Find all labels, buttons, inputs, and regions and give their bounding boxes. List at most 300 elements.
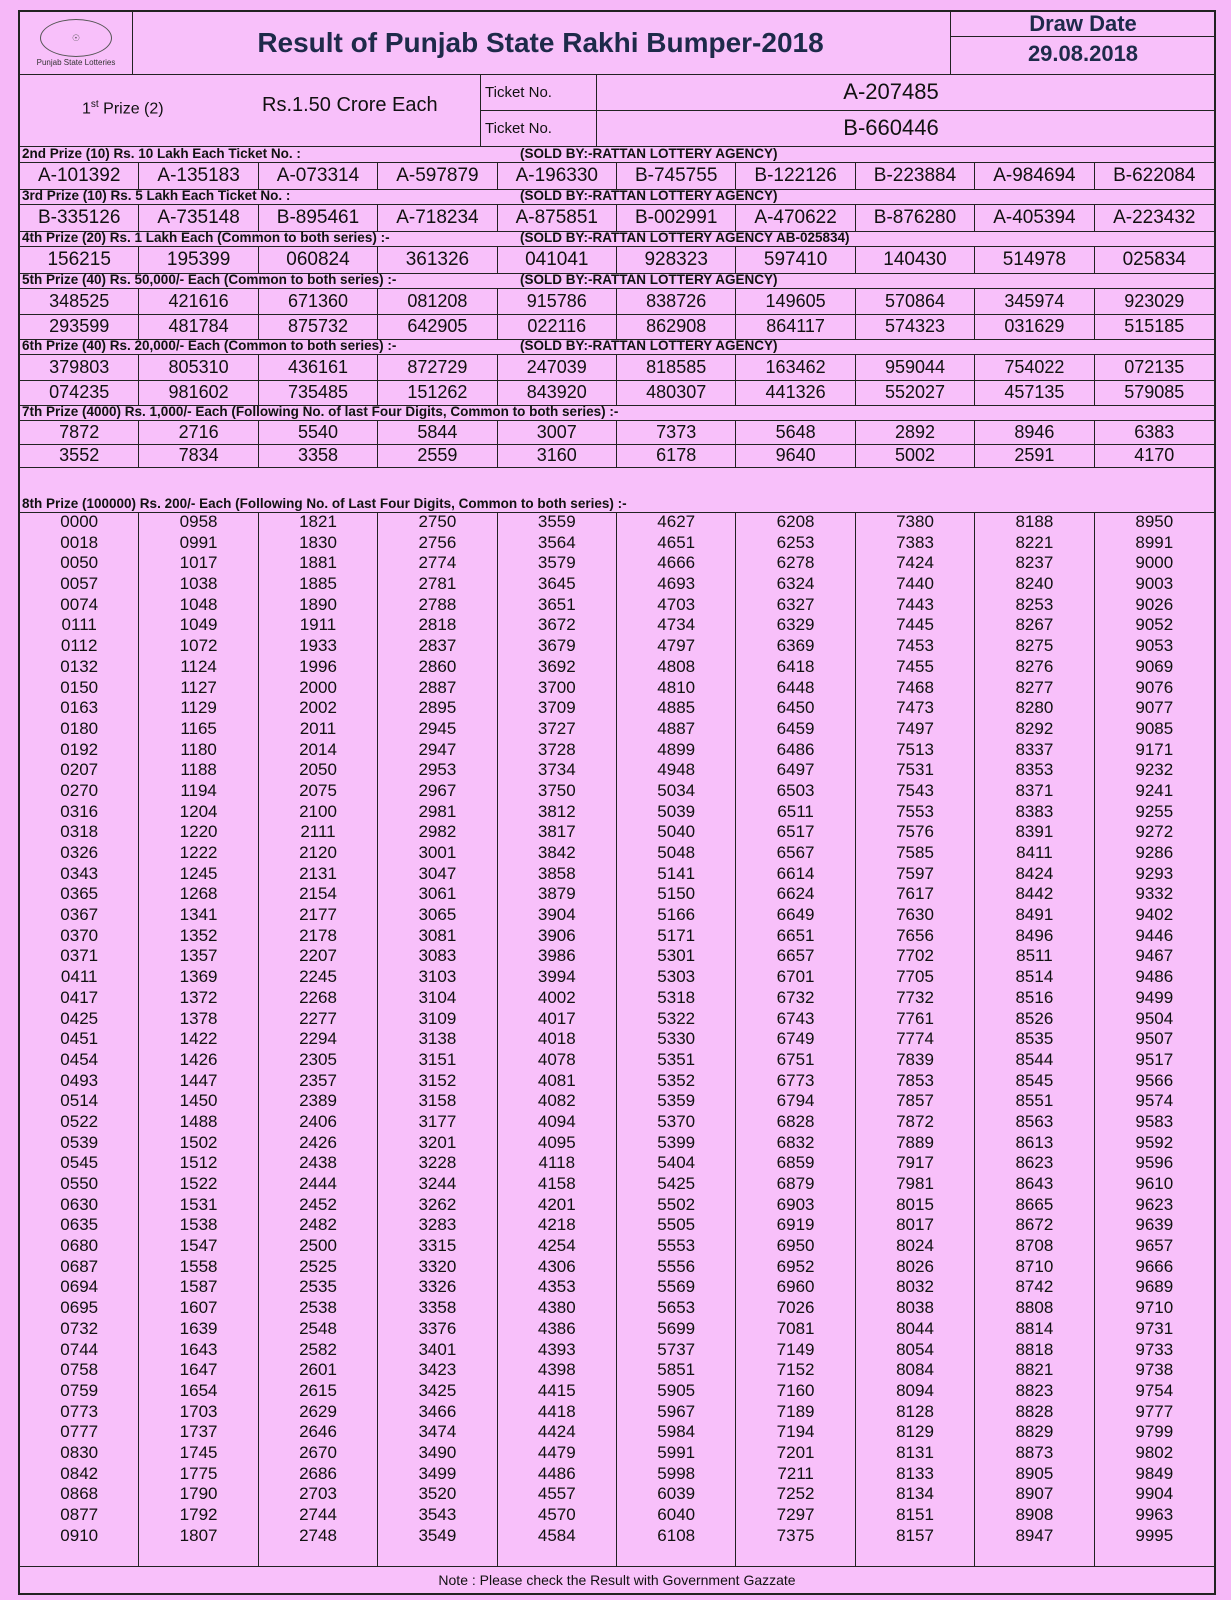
winning-number: A-597879 (378, 163, 497, 189)
winning-number: 1038 (179, 574, 218, 594)
winning-number: 4254 (537, 1236, 576, 1256)
winning-number: 8514 (1015, 967, 1054, 987)
winning-number: 3158 (418, 1091, 457, 1111)
winning-number: 2670 (299, 1442, 337, 1462)
winning-number: 2178 (299, 925, 337, 945)
winning-number: 0910 (60, 1525, 99, 1545)
winning-number: 3645 (537, 574, 576, 594)
winning-number: 6701 (776, 967, 815, 987)
winning-number: 3709 (537, 698, 576, 718)
winning-number: 3552 (20, 444, 139, 467)
winning-number: 5844 (378, 421, 497, 444)
winning-number: 9052 (1135, 615, 1174, 635)
winning-number: 6448 (776, 677, 815, 697)
winning-number: 1222 (179, 843, 218, 862)
eighth-prize-column (975, 512, 1094, 1566)
winning-number: 0111 (61, 615, 97, 635)
winning-number: 6327 (776, 594, 815, 614)
winning-number: 457135 (975, 380, 1094, 405)
winning-number: 7702 (896, 946, 934, 966)
winning-number: 9069 (1135, 656, 1174, 676)
winning-number: 6859 (776, 1153, 815, 1173)
winning-number: 0522 (60, 1111, 99, 1131)
winning-number: 7453 (896, 636, 934, 656)
winning-number: 5039 (657, 801, 696, 821)
winning-number: 7445 (896, 615, 934, 635)
winning-number: 1821 (299, 512, 337, 531)
winning-number: 4017 (537, 1008, 576, 1028)
winning-number: 4418 (537, 1401, 576, 1421)
winning-number: 514978 (975, 247, 1094, 273)
winning-number: 2559 (378, 444, 497, 467)
winning-number: 6324 (776, 574, 815, 594)
seventh-prize-header (20, 404, 1214, 421)
winning-number: 3728 (537, 739, 576, 759)
winning-number: 7513 (896, 739, 934, 759)
winning-number: 8383 (1015, 801, 1054, 821)
winning-number: 2703 (299, 1484, 337, 1504)
winning-number: 3858 (537, 863, 576, 883)
winning-number: 9507 (1135, 1029, 1174, 1049)
winning-number: 9085 (1135, 718, 1174, 738)
winning-number: 2154 (299, 884, 337, 904)
winning-number: 1807 (179, 1525, 218, 1545)
winning-number: 8823 (1015, 1380, 1054, 1400)
winning-number: 4424 (537, 1422, 576, 1442)
winning-number: 2294 (299, 1029, 337, 1049)
winning-number: 3994 (537, 967, 576, 987)
winning-number: 4808 (657, 656, 696, 676)
winning-number: 5141 (657, 863, 696, 883)
fifth-prize-row (20, 289, 1214, 315)
winning-number: 2538 (299, 1298, 337, 1318)
winning-number: 1369 (179, 967, 218, 987)
winning-number: 2426 (299, 1132, 337, 1152)
winning-number: 9241 (1135, 780, 1174, 800)
winning-number: 2818 (418, 615, 457, 635)
winning-number: 8292 (1015, 718, 1054, 738)
winning-number: 597410 (736, 247, 855, 273)
winning-number: 3466 (418, 1401, 457, 1421)
winning-number: 2131 (299, 863, 337, 883)
winning-number: 9849 (1135, 1463, 1174, 1483)
winning-number: 1639 (179, 1318, 218, 1338)
winning-number: 7774 (896, 1029, 934, 1049)
winning-number: A-470622 (736, 205, 855, 231)
winning-number: 7152 (776, 1360, 815, 1380)
seventh-prize-label: 7th Prize (4000) Rs. 1,000/- Each (Following No. of last Four Digits, Common to both series) :- (22, 404, 619, 419)
winning-number: 5998 (657, 1463, 696, 1483)
winning-number: 6497 (776, 760, 815, 780)
winning-number: B-335126 (20, 205, 139, 231)
winning-number: 8275 (1015, 636, 1054, 656)
winning-number: 0493 (60, 1070, 99, 1090)
winning-number: 5301 (657, 946, 696, 966)
winning-number: 4584 (537, 1525, 576, 1545)
winning-number: 3138 (418, 1029, 457, 1049)
winning-number: 6614 (776, 863, 815, 883)
winning-number: 9486 (1135, 967, 1174, 987)
first-prize-ticket: A-207485 (843, 79, 939, 104)
winning-number: 9995 (1135, 1525, 1174, 1545)
winning-number: 1204 (179, 801, 218, 821)
winning-number: 6919 (776, 1215, 815, 1235)
winning-number: 9731 (1135, 1318, 1174, 1338)
winning-number: 7252 (776, 1484, 815, 1504)
winning-number: 9802 (1135, 1442, 1174, 1462)
winning-number: 4398 (537, 1360, 576, 1380)
winning-number: 2548 (299, 1318, 337, 1338)
winning-number: 1129 (180, 698, 217, 718)
winning-number: 2748 (299, 1525, 337, 1545)
winning-number: 9286 (1135, 843, 1174, 862)
winning-number: 7149 (776, 1339, 815, 1359)
winning-number: 9799 (1135, 1422, 1174, 1442)
winning-number: 0132 (60, 656, 99, 676)
winning-number: 2120 (299, 843, 337, 862)
winning-number: 2277 (299, 1008, 337, 1028)
winning-number: 5737 (657, 1339, 696, 1359)
winning-number: 4380 (537, 1298, 576, 1318)
winning-number: 3358 (259, 444, 378, 467)
winning-number: 1790 (179, 1484, 218, 1504)
winning-number: 5002 (856, 444, 975, 467)
winning-number: 843920 (498, 380, 617, 405)
winning-number: 2389 (299, 1091, 337, 1111)
winning-number: 7440 (896, 574, 934, 594)
winning-number: 7917 (896, 1153, 934, 1173)
winning-number: 1547 (179, 1236, 218, 1256)
winning-number: 1890 (299, 594, 337, 614)
winning-number: 735485 (259, 380, 378, 405)
winning-number: 8032 (896, 1277, 934, 1297)
winning-number: 5404 (657, 1153, 696, 1173)
winning-number: 0868 (60, 1484, 99, 1504)
winning-number: 0371 (60, 946, 99, 966)
winning-number: 6751 (776, 1049, 815, 1069)
winning-number: 6732 (776, 987, 815, 1007)
winning-number: 1049 (179, 615, 218, 635)
winning-number: 9733 (1135, 1339, 1174, 1359)
winning-number: 6794 (776, 1091, 815, 1111)
ticket-no-label: Ticket No. (481, 110, 597, 146)
winning-number: 5553 (657, 1236, 696, 1256)
winning-number: 6773 (776, 1070, 815, 1090)
winning-number: 7375 (776, 1525, 815, 1545)
winning-number: 872729 (378, 355, 497, 380)
winning-number: 862908 (617, 314, 736, 339)
winning-number: 4557 (537, 1484, 576, 1504)
winning-number: 4651 (657, 532, 696, 552)
winning-number: B-895461 (259, 205, 378, 231)
winning-number: 2075 (299, 780, 337, 800)
draw-date-label: Draw Date (951, 12, 1215, 37)
winning-number: 3103 (418, 967, 457, 987)
winning-number: 379803 (20, 355, 139, 380)
fourth-prize-header (20, 230, 1214, 247)
winning-number: 6503 (776, 780, 815, 800)
winning-number: 2050 (299, 760, 337, 780)
winning-number: 4948 (657, 760, 696, 780)
winning-number: 0163 (60, 698, 99, 718)
winning-number: 8991 (1135, 532, 1174, 552)
winning-number: 6486 (776, 739, 815, 759)
winning-number: 2268 (299, 987, 337, 1007)
eighth-prize-column (498, 512, 617, 1566)
winning-number: 9171 (1135, 739, 1174, 759)
winning-number: 9517 (1135, 1049, 1174, 1069)
winning-number: 7543 (896, 780, 934, 800)
winning-number: 3104 (418, 987, 457, 1007)
winning-number: 6567 (776, 843, 815, 862)
winning-number: 8672 (1015, 1215, 1054, 1235)
winning-number: 8267 (1015, 615, 1054, 635)
winning-number: 8496 (1015, 925, 1054, 945)
winning-number: 8129 (896, 1422, 934, 1442)
winning-number: 9255 (1135, 801, 1174, 821)
third-prize-label: 3rd Prize (10) Rs. 5 Lakh Each Ticket No. : (22, 188, 291, 203)
winning-number: 2444 (299, 1174, 337, 1193)
winning-number: 959044 (856, 355, 975, 380)
winning-number: 5556 (657, 1256, 696, 1276)
winning-number: 9402 (1135, 905, 1174, 925)
winning-number: 3152 (418, 1070, 457, 1090)
draw-date-box (950, 12, 1215, 74)
winning-number: 4703 (657, 594, 696, 614)
winning-number: 2646 (299, 1422, 337, 1442)
winning-number: 9332 (1135, 884, 1174, 904)
winning-number: 5322 (657, 1008, 696, 1028)
winning-number: 6450 (776, 698, 815, 718)
winning-number: 9738 (1135, 1360, 1174, 1380)
winning-number: 2774 (418, 553, 457, 573)
winning-number: 4386 (537, 1318, 576, 1338)
winning-number: 3007 (498, 421, 617, 444)
winning-number: 805310 (139, 355, 258, 380)
winning-number: 3244 (418, 1174, 457, 1193)
winning-number: 7705 (896, 967, 934, 987)
winning-number: 031629 (975, 314, 1094, 339)
winning-number: 4118 (538, 1153, 576, 1173)
winning-number: 1372 (179, 987, 218, 1007)
winning-number: 8905 (1015, 1463, 1054, 1483)
winning-number: 4885 (657, 698, 696, 718)
winning-number: 1378 (179, 1008, 218, 1028)
winning-number: 2686 (299, 1463, 337, 1483)
fifth-sold-by: (SOLD BY:-RATTAN LOTTERY AGENCY) (520, 272, 778, 287)
winning-number: 8371 (1015, 780, 1054, 800)
winning-number: 2111 (300, 822, 336, 842)
winning-number: 2500 (299, 1236, 337, 1256)
winning-number: 7981 (896, 1174, 934, 1193)
winning-number: 928323 (617, 247, 736, 273)
winning-number: 8710 (1015, 1256, 1054, 1276)
second-sold-by: (SOLD BY:-RATTAN LOTTERY AGENCY) (520, 146, 778, 161)
winning-number: 7380 (896, 512, 934, 531)
winning-number: 5967 (657, 1401, 696, 1421)
winning-number: 1512 (179, 1153, 218, 1173)
winning-number: 0367 (60, 905, 99, 925)
winning-number: 6459 (776, 718, 815, 738)
winning-number: 7732 (896, 987, 934, 1007)
winning-number: 1933 (299, 636, 337, 656)
winning-number: 6253 (776, 532, 815, 552)
winning-number: 0365 (60, 884, 99, 904)
winning-number: 8544 (1015, 1049, 1054, 1069)
winning-number: 3160 (498, 444, 617, 467)
winning-number: 0777 (60, 1422, 99, 1442)
winning-number: 3564 (537, 532, 576, 552)
winning-number: 3083 (418, 946, 457, 966)
winning-number: 5330 (657, 1029, 696, 1049)
ticket-no-label: Ticket No. (481, 74, 597, 110)
winning-number: 3376 (418, 1318, 457, 1338)
winning-number: 8946 (975, 421, 1094, 444)
winning-number: 1737 (179, 1422, 218, 1442)
winning-number: 4201 (537, 1194, 576, 1214)
winning-number: 7194 (776, 1422, 815, 1442)
second-prize-label: 2nd Prize (10) Rs. 10 Lakh Each Ticket No. : (22, 146, 301, 161)
winning-number: 0150 (60, 677, 99, 697)
winning-number: 838726 (617, 289, 736, 314)
winning-number: 4666 (657, 553, 696, 573)
winning-number: 3727 (537, 718, 576, 738)
winning-number: 0316 (60, 801, 99, 821)
draw-date-value: 29.08.2018 (1027, 41, 1139, 66)
winning-number: 4018 (537, 1029, 576, 1049)
winning-number: 2207 (299, 946, 337, 966)
winning-number: 6108 (657, 1525, 696, 1545)
winning-number: 2011 (299, 718, 337, 738)
winning-number: 2892 (856, 421, 975, 444)
winning-number: 2406 (299, 1111, 337, 1131)
winning-number: B-122126 (736, 163, 855, 189)
winning-number: 3326 (418, 1277, 457, 1297)
winning-number: 4095 (537, 1132, 576, 1152)
winning-number: 5699 (657, 1318, 696, 1338)
winning-number: 1522 (179, 1174, 218, 1193)
winning-number: 7853 (896, 1070, 934, 1090)
winning-number: 7081 (776, 1318, 815, 1338)
winning-number: 0687 (60, 1256, 99, 1276)
winning-number: 9596 (1135, 1153, 1174, 1173)
second-prize-header (20, 146, 1214, 163)
winning-number: 1245 (179, 863, 218, 883)
winning-number: 163462 (736, 355, 855, 380)
winning-number: 5540 (259, 421, 378, 444)
winning-number: 2887 (418, 677, 457, 697)
winning-number: 9657 (1135, 1236, 1174, 1256)
winning-number: 6960 (776, 1277, 815, 1297)
winning-number: 6624 (776, 884, 815, 904)
winning-number: 7597 (896, 863, 934, 883)
winning-number: 441326 (736, 380, 855, 405)
winning-number: 0000 (60, 512, 99, 531)
winning-number: 4353 (537, 1277, 576, 1297)
winning-number: 552027 (856, 380, 975, 405)
winning-number: 9053 (1135, 636, 1174, 656)
winning-number: 7630 (896, 905, 934, 925)
winning-number: 8253 (1015, 594, 1054, 614)
winning-number: 361326 (378, 247, 497, 273)
winning-number: 1165 (180, 718, 217, 738)
winning-number: 9640 (736, 444, 855, 467)
winning-number: 6039 (657, 1484, 696, 1504)
fifth-prize-header (20, 272, 1214, 289)
winning-number: 0695 (60, 1298, 99, 1318)
winning-number: 3423 (418, 1360, 457, 1380)
winning-number: 8353 (1015, 760, 1054, 780)
winning-number: 3047 (418, 863, 457, 883)
winning-number: 8084 (896, 1360, 934, 1380)
winning-number: 8818 (1015, 1339, 1054, 1359)
seal-icon: ☉ (40, 19, 112, 57)
winning-number: 9272 (1135, 822, 1174, 842)
winning-number: B-876280 (856, 205, 975, 231)
winning-number: 2525 (299, 1256, 337, 1276)
winning-number: 3579 (537, 553, 576, 573)
winning-number: 9566 (1135, 1070, 1174, 1090)
winning-number: 9710 (1135, 1298, 1174, 1318)
winning-number: 0192 (60, 739, 99, 759)
sixth-prize-header (20, 338, 1214, 355)
winning-number: 6511 (777, 801, 814, 821)
winning-number: 7617 (896, 884, 934, 904)
winning-number: 1654 (179, 1380, 218, 1400)
winning-number: 8821 (1015, 1360, 1054, 1380)
winning-number: 9026 (1135, 594, 1174, 614)
winning-number: 8665 (1015, 1194, 1054, 1214)
winning-number: 1357 (179, 946, 218, 966)
winning-number: 0773 (60, 1401, 99, 1421)
winning-number: 3879 (537, 884, 576, 904)
winning-number: 3651 (537, 594, 576, 614)
winning-number: 8054 (896, 1339, 934, 1359)
winning-number: 1792 (179, 1505, 218, 1524)
winning-number: 0958 (179, 512, 218, 531)
winning-number: 5318 (657, 987, 696, 1007)
winning-number: 3061 (418, 884, 457, 904)
winning-number: 8044 (896, 1318, 934, 1338)
winning-number: 3065 (418, 905, 457, 925)
winning-number: 2535 (299, 1277, 337, 1297)
winning-number: 2895 (418, 698, 457, 718)
fourth-sold-by: (SOLD BY:-RATTAN LOTTERY AGENCY AB-025834) (520, 230, 850, 245)
winning-number: 3679 (537, 636, 576, 656)
winning-number: 9077 (1135, 698, 1174, 718)
winning-number: 7531 (896, 760, 934, 780)
winning-number: A-875851 (498, 205, 617, 231)
winning-number: 579085 (1124, 382, 1185, 402)
winning-number: 8828 (1015, 1401, 1054, 1421)
winning-number: 2981 (418, 801, 457, 821)
winning-number: 5653 (657, 1298, 696, 1318)
winning-number: 7383 (896, 532, 934, 552)
winning-number: 6651 (776, 925, 815, 945)
winning-number: B-622084 (1113, 165, 1196, 186)
first-prize-amount: Rs.1.50 Crore Each (262, 94, 438, 116)
winning-number: 6952 (776, 1256, 815, 1276)
winning-number: 8424 (1015, 863, 1054, 883)
winning-number: 1180 (180, 739, 217, 759)
winning-number: 574323 (856, 314, 975, 339)
winning-number: 0877 (60, 1505, 99, 1524)
winning-number: 8411 (1016, 843, 1053, 862)
winning-number: 2601 (299, 1360, 337, 1380)
winning-number: 9293 (1135, 863, 1174, 883)
winning-number: 3109 (418, 1008, 457, 1028)
winning-number: 1017 (179, 553, 218, 573)
